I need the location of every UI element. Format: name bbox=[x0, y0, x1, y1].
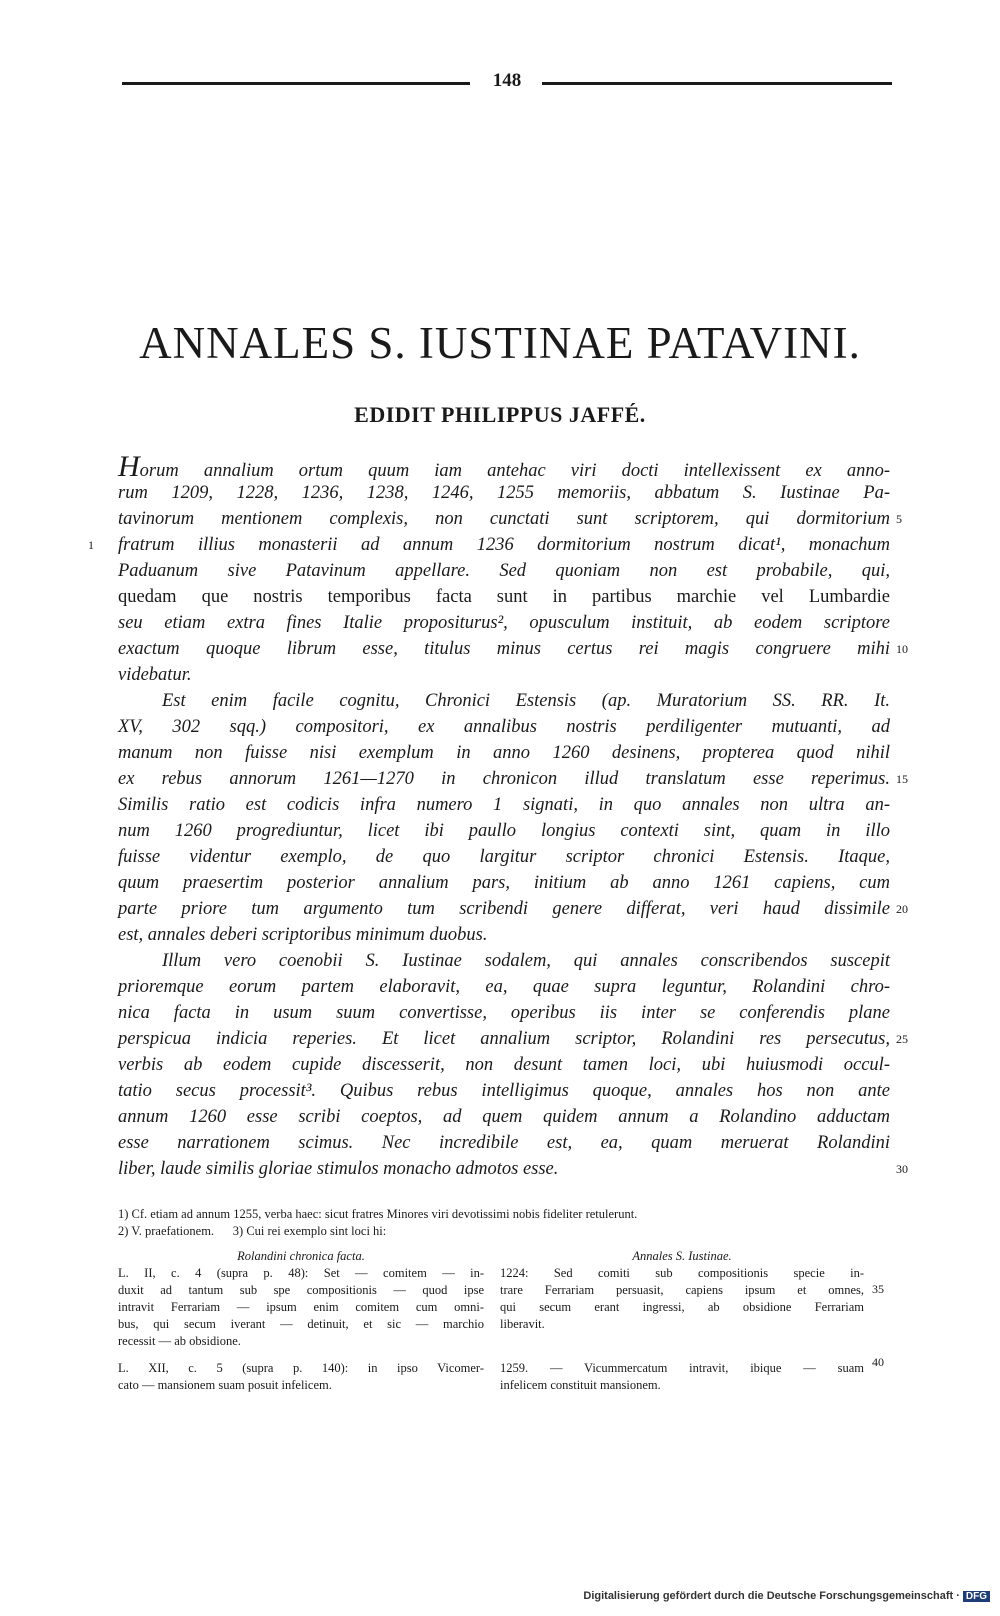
line-number: 15 bbox=[896, 772, 908, 786]
comparison-left-column bbox=[118, 1248, 484, 1394]
footnotes bbox=[118, 1206, 890, 1240]
column-line: bus, qui secum iverant — detinuit, et sic — marchio bbox=[118, 1317, 484, 1331]
digitization-footer bbox=[583, 1590, 990, 1602]
text-line: Paduanum sive Patavinum appellare. Sed quoniam non est probabile, qui, bbox=[118, 561, 890, 581]
text-line: Est enim facile cognitu, Chronici Estensis (ap. Muratorium SS. RR. It. bbox=[162, 691, 890, 711]
text-line: quedam que nostris temporibus facta sunt in partibus marchie vel Lumbardie bbox=[118, 587, 890, 607]
header-rule-left bbox=[122, 82, 470, 85]
column-line: intravit Ferrariam — ipsum enim comitem cum omni- bbox=[118, 1300, 484, 1314]
dfg-logo: DFG bbox=[963, 1591, 990, 1602]
column-line: qui secum erant ingressi, ab obsidione Ferrariam bbox=[500, 1300, 864, 1314]
text-line: 1 fratrum illius monasterii ad annum 1236 dormitorium nostrum dicat¹, monachum bbox=[118, 532, 890, 558]
column-title: Annales S. Iustinae. bbox=[632, 1249, 732, 1263]
column-line: 1224: Sed comiti sub compositionis specie in- bbox=[500, 1266, 864, 1280]
footnote: 1) Cf. etiam ad annum 1255, verba haec: sicut fratres Minores viri devotissimi nobis fideliter retulerunt. bbox=[118, 1207, 638, 1221]
footer-text: Digitalisierung gefördert durch die Deutsche Forschungsgemeinschaft · bbox=[583, 1590, 960, 1602]
header-rule-right bbox=[542, 82, 892, 85]
column-line: duxit ad tantum sub spe compositionis — quod ipse bbox=[118, 1283, 484, 1297]
column-line: liberavit. bbox=[500, 1317, 545, 1331]
text-line: seu etiam extra fines Italie propositurus², opusculum instituit, ab eodem scriptore bbox=[118, 613, 890, 633]
text-line: esse narrationem scimus. Nec incredibile est, ea, quam meruerat Rolandini bbox=[118, 1133, 890, 1153]
text-line: videbatur. bbox=[118, 665, 192, 685]
column-line: infelicem constituit mansionem. bbox=[500, 1378, 661, 1392]
page-subtitle: EDIDIT PHILIPPUS JAFFÉ. bbox=[354, 402, 646, 427]
column-line: cato — mansionem suam posuit infelicem. bbox=[118, 1378, 332, 1392]
text-line: Horum annalium ortum quum iam antehac viri docti intellexissent ex anno- bbox=[118, 450, 890, 483]
text-line: manum non fuisse nisi exemplum in anno 1260 desinens, propterea quod nihil bbox=[118, 743, 890, 763]
comparison-right-column bbox=[500, 1248, 864, 1394]
page-title: ANNALES S. IUSTINAE PATAVINI. bbox=[139, 318, 861, 368]
text-line: Similis ratio est codicis infra numero 1 signati, in quo annales non ultra an- bbox=[118, 795, 890, 815]
text-line: prioremque eorum partem elaboravit, ea, quae supra leguntur, Rolandini chro- bbox=[118, 977, 890, 997]
text-line: tatio secus processit³. Quibus rebus intelligimus quoque, annales hos non ante bbox=[118, 1081, 890, 1101]
line-number: 10 bbox=[896, 642, 908, 656]
column-line: L. XII, c. 5 (supra p. 140): in ipso Vicomer- bbox=[118, 1361, 484, 1375]
line-number: 5 bbox=[896, 512, 902, 526]
text-line: parte priore tum argumento tum scribendi genere differat, veri haud dissimile 20 bbox=[118, 896, 890, 922]
text-line: XV, 302 sqq.) compositori, ex annalibus nostris perdiligenter mutuanti, ad bbox=[118, 717, 890, 737]
line-number: 35 bbox=[872, 1282, 884, 1296]
line-number: 30 bbox=[896, 1162, 908, 1176]
margin-note: 1 bbox=[88, 538, 94, 552]
line-number: 40 bbox=[872, 1355, 884, 1369]
text-line: num 1260 progrediuntur, licet ibi paullo longius contexti sint, quam in illo bbox=[118, 821, 890, 841]
text-line: tavinorum mentionem complexis, non cunctati sunt scriptorem, qui dormitorium 5 bbox=[118, 506, 890, 532]
text-line: nica facta in usum suum convertisse, operibus iis inter se conferendis plane bbox=[118, 1003, 890, 1023]
text-line: rum 1209, 1228, 1236, 1238, 1246, 1255 memoriis, abbatum S. Iustinae Pa- bbox=[118, 483, 890, 503]
text-line: liber, laude similis gloriae stimulos monacho admotos esse. 30 bbox=[118, 1156, 890, 1182]
text-line: est, annales deberi scriptoribus minimum duobus. bbox=[118, 925, 488, 945]
column-line: recessit — ab obsidione. bbox=[118, 1334, 241, 1348]
body-text bbox=[88, 450, 908, 1182]
column-line: L. II, c. 4 (supra p. 48): Set — comitem — in- bbox=[118, 1266, 484, 1280]
text-line: quum praesertim posterior annalium pars, initium ab anno 1261 capiens, cum bbox=[118, 873, 890, 893]
text-line: exactum quoque librum esse, titulus minus certus rei magis congruere mihi 10 bbox=[118, 636, 890, 662]
column-line: 1259. — Vicummercatum intravit, ibique — suam bbox=[500, 1361, 864, 1375]
column-line: trare Ferrariam persuasit, capiens ipsum et omnes, bbox=[500, 1283, 864, 1297]
text-line: ex rebus annorum 1261—1270 in chronicon illud translatum esse reperimus. 15 bbox=[118, 766, 890, 792]
line-number: 25 bbox=[896, 1032, 908, 1046]
text-line: verbis ab eodem cupide discesserit, non desunt tamen loci, ubi huiusmodi occul- bbox=[118, 1055, 890, 1075]
text-line: annum 1260 esse scribi coeptos, ad quem quidem annum a Rolandino adductam bbox=[118, 1107, 890, 1127]
column-title: Rolandini chronica facta. bbox=[237, 1249, 365, 1263]
drop-cap: H bbox=[118, 450, 140, 483]
page-number: 148 bbox=[492, 70, 522, 91]
page-header bbox=[122, 70, 892, 96]
text-line: perspicua indicia reperies. Et licet annalium scriptor, Rolandini res persecutus, 25 bbox=[118, 1026, 890, 1052]
text-line: fuisse videntur exemplo, de quo largitur scriptor chronici Estensis. Itaque, bbox=[118, 847, 890, 867]
footnote: 2) V. praefationem. 3) Cui rei exemplo sint loci hi: bbox=[118, 1224, 387, 1238]
line-number: 20 bbox=[896, 902, 908, 916]
text-line: Illum vero coenobii S. Iustinae sodalem, qui annales conscribendos suscepit bbox=[162, 951, 890, 971]
